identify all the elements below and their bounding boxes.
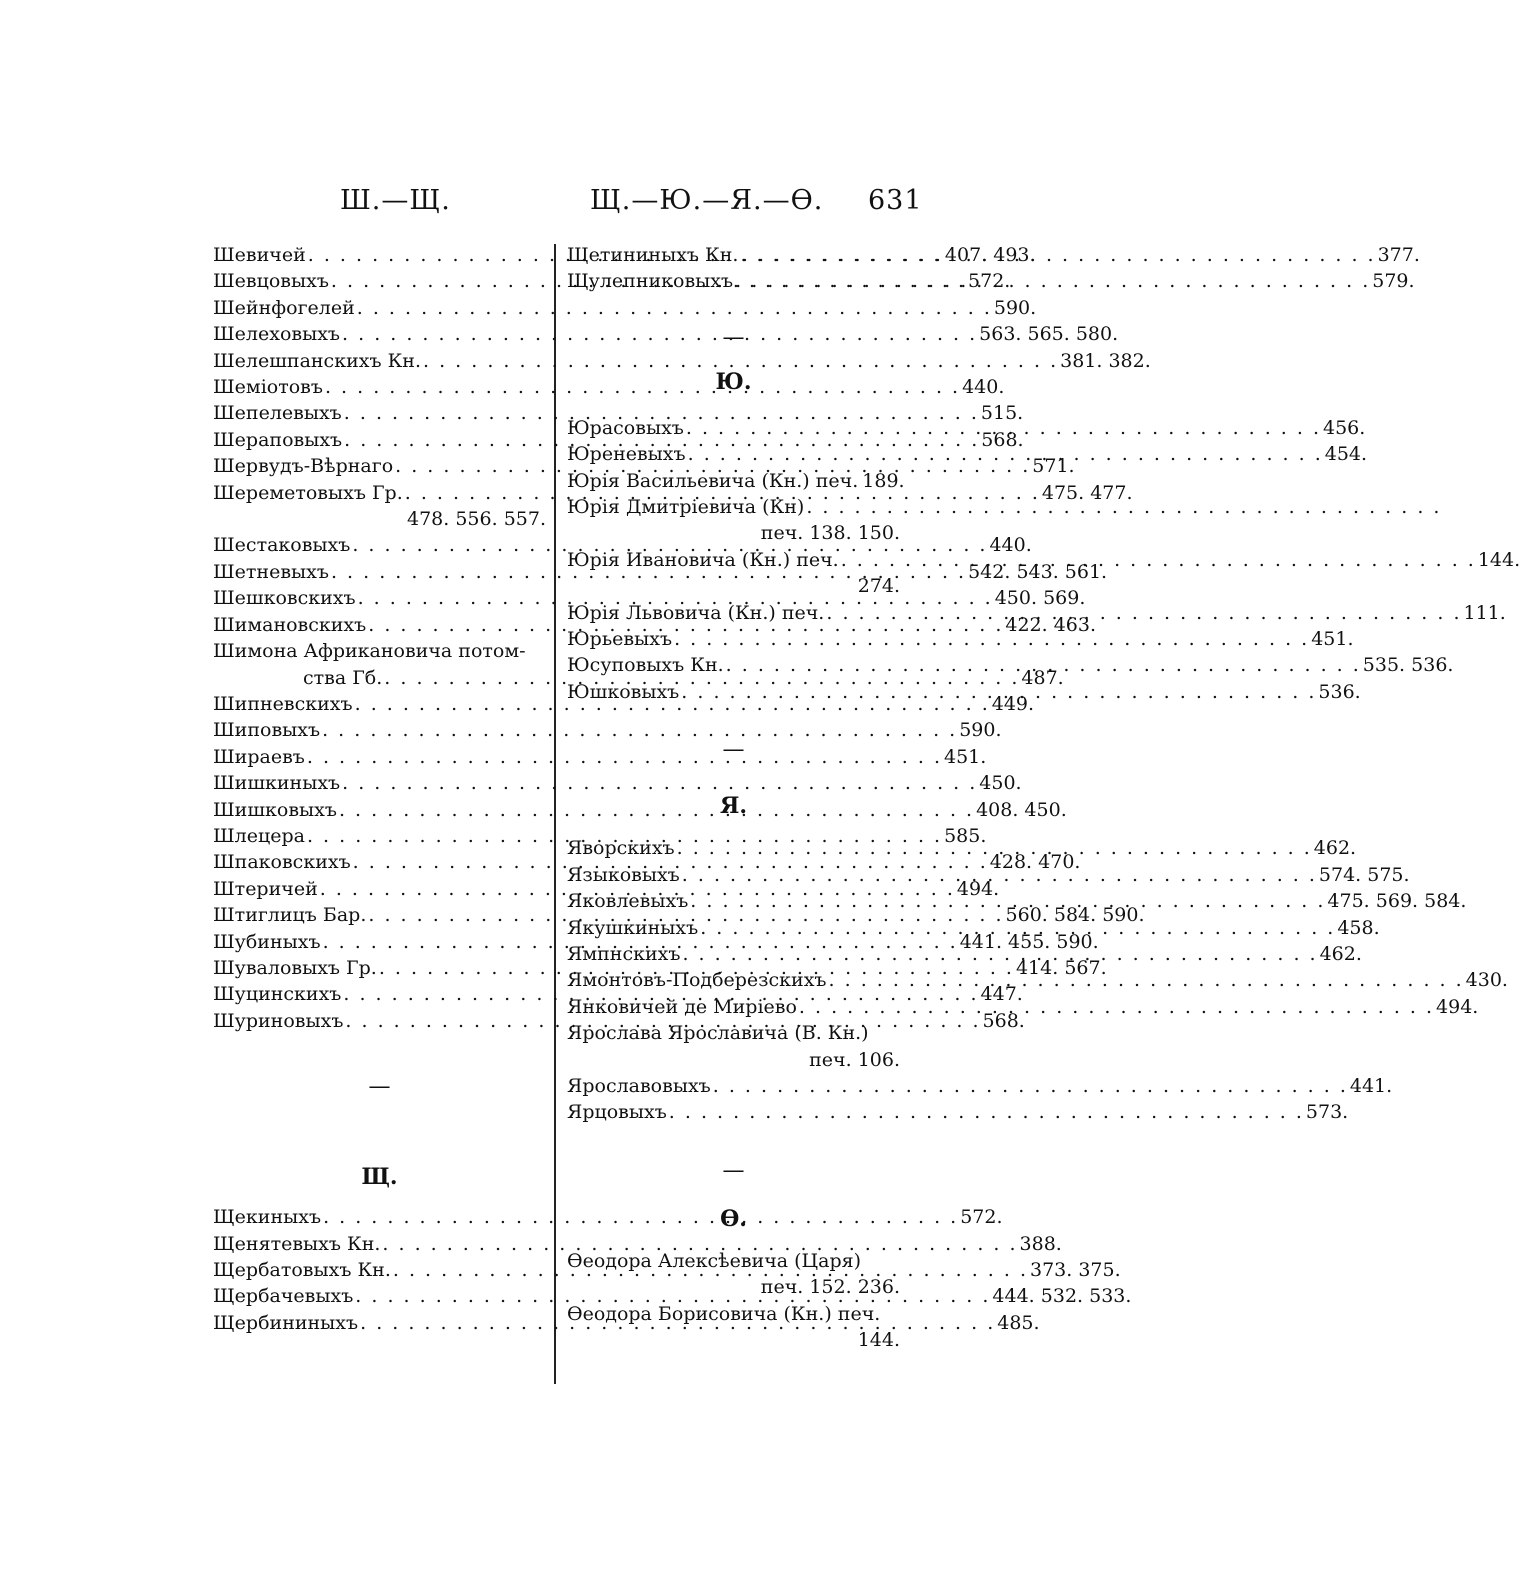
section-heading-yu: Ю. <box>715 368 752 395</box>
index-entry: Шимановскихъ . . . 422. 463. <box>213 612 546 638</box>
index-entry: Яковлевыхъ . . . 475. 569. 584. <box>567 888 900 914</box>
index-entry: Ѳеодора Борисовича (Кн.) печ. <box>567 1302 881 1325</box>
index-entry: Шпаковскихъ . . . 428. 470. <box>213 849 546 875</box>
index-entry: Шираевъ . . . 451. <box>213 744 546 770</box>
entry-continuation: 274. <box>857 575 900 598</box>
index-entry: Шуцинскихъ . . . 447. <box>213 981 546 1007</box>
index-entry: Шереметовыхъ Гр. . . . 475. 477. <box>213 480 546 506</box>
index-entry: Шуриновыхъ . . . 568. <box>213 1008 546 1034</box>
index-entry: Шлецера . . . 585. <box>213 823 546 849</box>
index-entry: Ярославовыхъ . . . 441. <box>567 1073 900 1099</box>
index-entry: Шишковыхъ . . . 408. 450. <box>213 797 546 823</box>
index-entry: Щенятевыхъ Кн. . . . 388. <box>213 1231 546 1257</box>
section-heading-fita: Ѳ. <box>720 1205 747 1232</box>
index-entry: Шевичей . . . 407. 493. <box>213 242 546 268</box>
index-entry-continuation: ства Гб. . . . 487. <box>213 665 546 691</box>
entry-continuation: печ. 106. <box>809 1048 900 1071</box>
entry-continuation: 478. 556. 557. <box>407 508 546 531</box>
index-entry: Юрія Ивановича (Кн.) печ. . . . 144. <box>567 547 900 573</box>
section-divider: — <box>722 1157 745 1183</box>
index-entry: Шимона Африкановича потом- <box>213 640 526 663</box>
index-entry: Шипневскихъ . . . 449. <box>213 691 546 717</box>
index-entry: Шелеховыхъ . . . 563. 565. 580. <box>213 321 546 347</box>
index-entry: Юрія Васильевича (Кн.) печ. 189. <box>567 469 905 492</box>
index-entry: Шелешпанскихъ Кн. . . . 381. 382. <box>213 348 546 374</box>
index-entry: Юрія Дмитріевича (Кн) . . . <box>567 494 900 520</box>
index-entry: Ярослава Ярославича (В. Кн.) <box>567 1022 869 1045</box>
index-entry: Шеміотовъ . . . 440. <box>213 374 546 400</box>
index-entry: Шетневыхъ . . . 542. 543. 561. <box>213 559 546 585</box>
index-entry: Щулепниковыхъ . . . 579. <box>567 268 900 294</box>
index-entry: Щербачевыхъ . . . 444. 532. 533. <box>213 1283 546 1309</box>
index-entry: Шевцовыхъ . . . 572. <box>213 268 546 294</box>
entry-continuation: 144. <box>857 1328 900 1351</box>
index-entry: Ѳеодора Алексѣевича (Царя) <box>567 1249 862 1272</box>
index-entry: Шераповыхъ . . . 568. <box>213 427 546 453</box>
index-entry: Шиповыхъ . . . 590. <box>213 717 546 743</box>
section-divider: — <box>368 1074 391 1100</box>
index-entry: Щербатовыхъ Кн. . . . 373. 375. <box>213 1257 546 1283</box>
entry-continuation: печ. 138. 150. <box>760 522 900 545</box>
index-entry: Юрасовыхъ . . . 456. <box>567 415 900 441</box>
running-head-left: Ш.—Щ. <box>340 185 451 216</box>
index-entry: Шепелевыхъ . . . 515. <box>213 400 546 426</box>
index-entry: Янковичей де Миріево . . . 494. <box>567 994 900 1020</box>
index-entry: Шестаковыхъ . . . 440. <box>213 532 546 558</box>
entry-continuation: печ. 152. 236. <box>760 1276 900 1299</box>
section-heading-shch: Щ. <box>361 1164 398 1191</box>
section-divider: — <box>722 324 745 350</box>
index-entry: Юрьевыхъ . . . 451. <box>567 626 900 652</box>
index-entry: Юреневыхъ . . . 454. <box>567 441 900 467</box>
index-entry: Щетининыхъ Кн. . . . 377. <box>567 242 900 268</box>
index-entry: Щербининыхъ . . . 485. <box>213 1310 546 1336</box>
index-entry: Шервудъ-Вѣрнаго . . . 571. <box>213 453 546 479</box>
index-entry: Ямонтовъ-Подберезскихъ . . . 430. <box>567 967 900 993</box>
index-entry: Юшковыхъ . . . 536. <box>567 679 900 705</box>
index-entry: Штеричей . . . 494. <box>213 876 546 902</box>
index-entry: Штиглицъ Бар. . . . 560. 584. 590. <box>213 902 546 928</box>
index-entry: Шуваловыхъ Гр. . . . 414. 567. <box>213 955 546 981</box>
running-head-right: Щ.—Ю.—Я.—Ѳ. <box>590 185 824 216</box>
index-entry: Яворскихъ . . . 462. <box>567 835 900 861</box>
index-entry: Шешковскихъ . . . 450. 569. <box>213 585 546 611</box>
index-entry: Щекиныхъ . . . 572. <box>213 1204 546 1230</box>
index-entry: Юрія Львовича (Кн.) печ. . . . 111. <box>567 600 900 626</box>
index-entry: Шишкиныхъ . . . 450. <box>213 770 546 796</box>
section-heading-ya: Я. <box>719 793 748 820</box>
page-number: 631 <box>868 185 923 216</box>
index-entry: Ярцовыхъ . . . 573. <box>567 1099 900 1125</box>
index-entry: Шейнфогелей . . . 590. <box>213 295 546 321</box>
index-entry: Ямпнскихъ . . . 462. <box>567 941 900 967</box>
index-entry: Языковыхъ . . . 574. 575. <box>567 862 900 888</box>
index-entry: Якушкиныхъ . . . 458. <box>567 915 900 941</box>
index-entry: Юсуповыхъ Кн. . . . 535. 536. <box>567 652 900 678</box>
index-entry: Шубиныхъ . . . 441. 455. 590. <box>213 929 546 955</box>
section-divider: — <box>722 737 745 763</box>
